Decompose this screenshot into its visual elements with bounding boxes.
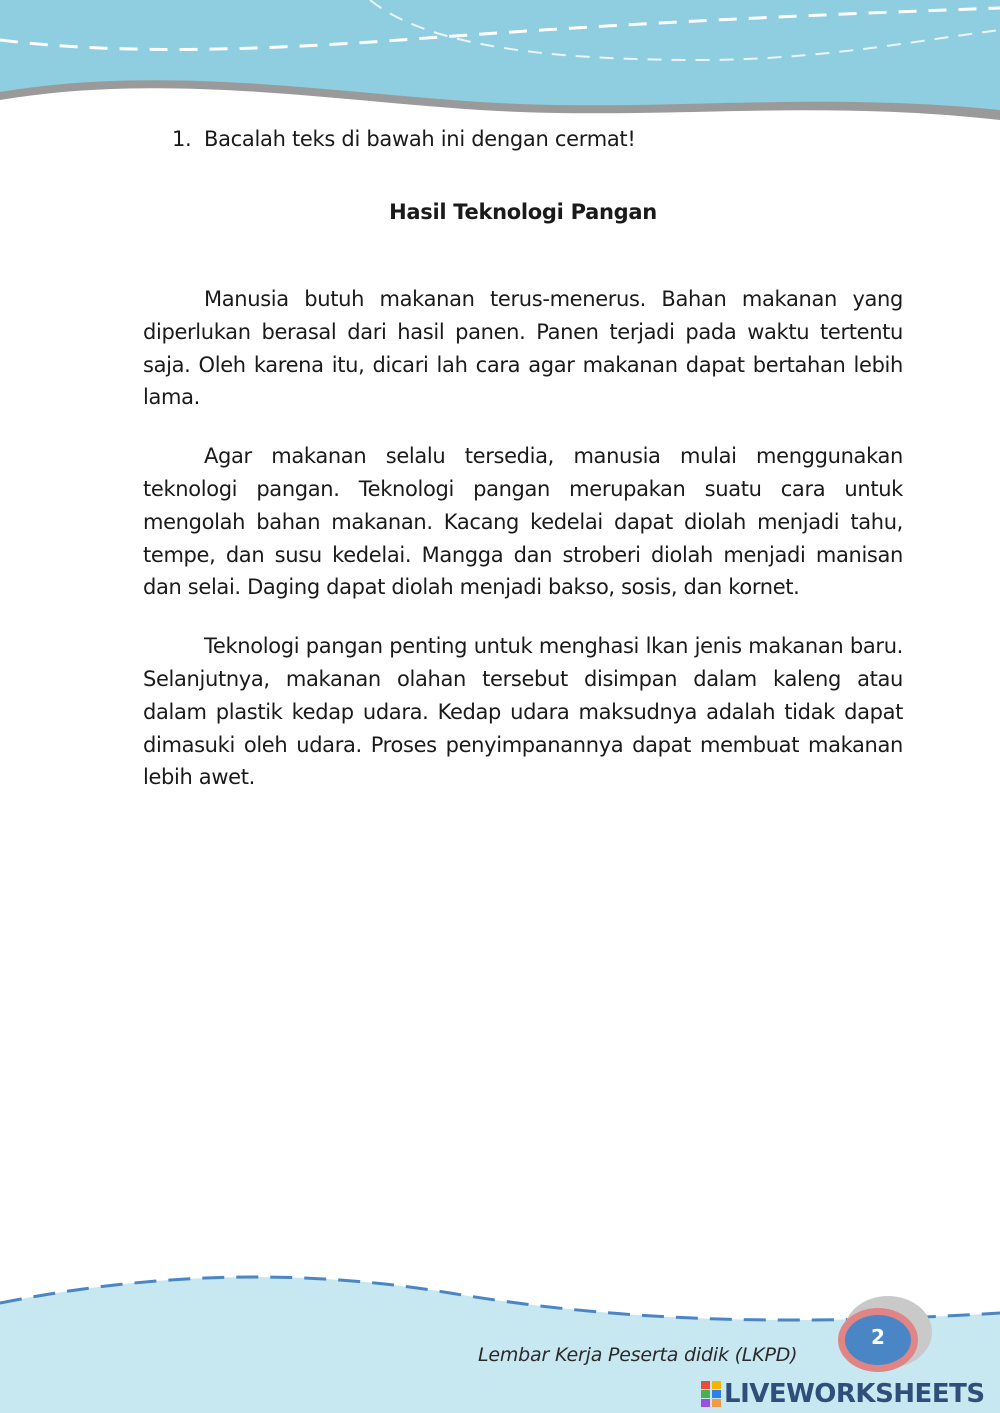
- instruction-text: Bacalah teks di bawah ini dengan cermat!: [204, 127, 636, 151]
- page-number: 2: [871, 1325, 885, 1349]
- brand-text: LIVEWORKSHEETS: [724, 1379, 985, 1409]
- article-paragraph-2: Agar makanan selalu tersedia, manusia mulai menggunakan teknologi pangan. Teknologi pangan merupakan suatu cara untuk mengolah bahan makanan. Kacang kedelai dapat diolah menjadi tahu, tempe, dan susu kedelai. Mangga dan stroberi diolah menjadi manisan dan selai. Daging dapat diolah menjadi bakso, sosis, dan kornet.: [143, 444, 903, 600]
- article-body: [143, 283, 903, 820]
- article-title: Hasil Teknologi Pangan: [389, 200, 657, 224]
- liveworksheets-logo-icon: [700, 1380, 722, 1408]
- footer-label: Lembar Kerja Peserta didik (LKPD): [478, 1344, 798, 1366]
- brand-watermark: [700, 1377, 985, 1411]
- instruction: [172, 124, 635, 154]
- instruction-number: 1.: [172, 127, 192, 151]
- header-wave-decoration: [0, 0, 1000, 130]
- article-paragraph-3: Teknologi pangan penting untuk menghasi lkan jenis makanan baru. Selanjutnya, makanan olahan tersebut disimpan dalam kaleng atau dalam plastik kedap udara. Kedap udara maksudnya adalah tidak dapat dimasuki oleh udara. Proses penyimpanannya dapat membuat makanan lebih awet.: [143, 634, 903, 790]
- article-paragraph-1: Manusia butuh makanan terus-menerus. Bahan makanan yang diperlukan berasal dari hasil panen. Panen terjadi pada waktu tertentu saja. Oleh karena itu, dicari lah cara agar makanan dapat bertahan lebih lama.: [143, 287, 903, 410]
